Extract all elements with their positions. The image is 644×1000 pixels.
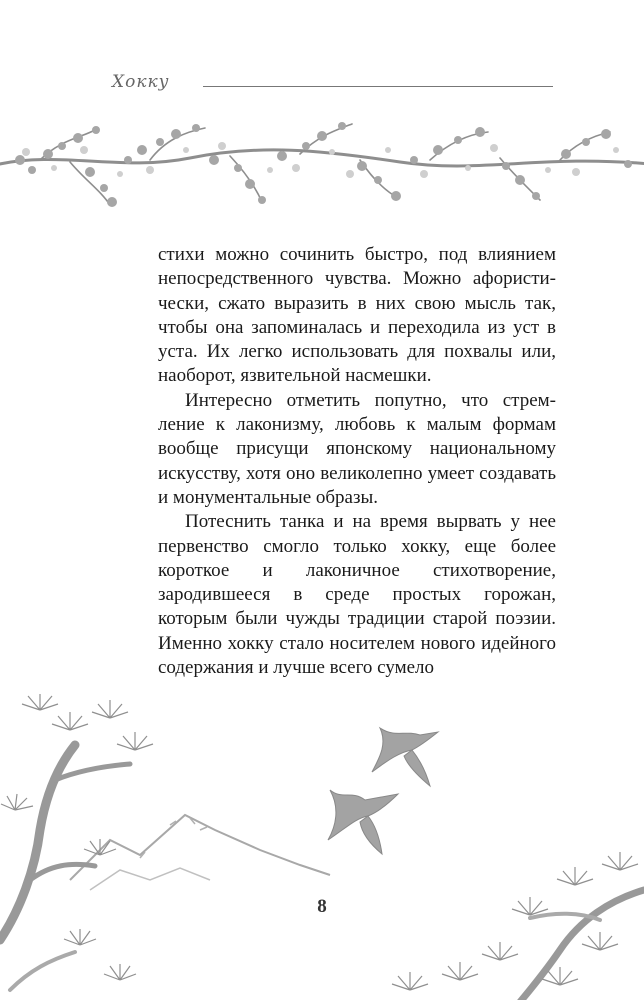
body-text	[158, 243, 556, 680]
paragraph: стихи можно сочинить быстро, под влиянием непосредственного чувства. Можно афористически, сжато выразить в них свою мысль так, чтобы она запоминалась и переходила из уст в уста. Их легко использовать для похвалы или, наоборот, язвительной насмешки.	[158, 244, 556, 387]
paragraph: Интересно отметить попутно, что стремление к лаконизму, любовь к малым формам вообще присущи японскому национальному искусству, хотя оно великолепно умеет создавать и монументальные образы.	[158, 389, 556, 508]
running-title: Хокку	[112, 72, 170, 92]
header-rule	[203, 86, 553, 87]
pine-mountain-ornament	[0, 690, 644, 1000]
page-number: 8	[317, 896, 327, 917]
blossom-branch-ornament	[0, 110, 644, 220]
paragraph: Потеснить танка и на время вырвать у нее первенство смогло только хокку, еще более короткое и лаконичное стихотворение, зародившееся в среде простых горожан, которым были чужды традиции старой поэзии. Именно хокку стало носителем нового идейного содержания и лучше всего сумело	[158, 511, 556, 679]
